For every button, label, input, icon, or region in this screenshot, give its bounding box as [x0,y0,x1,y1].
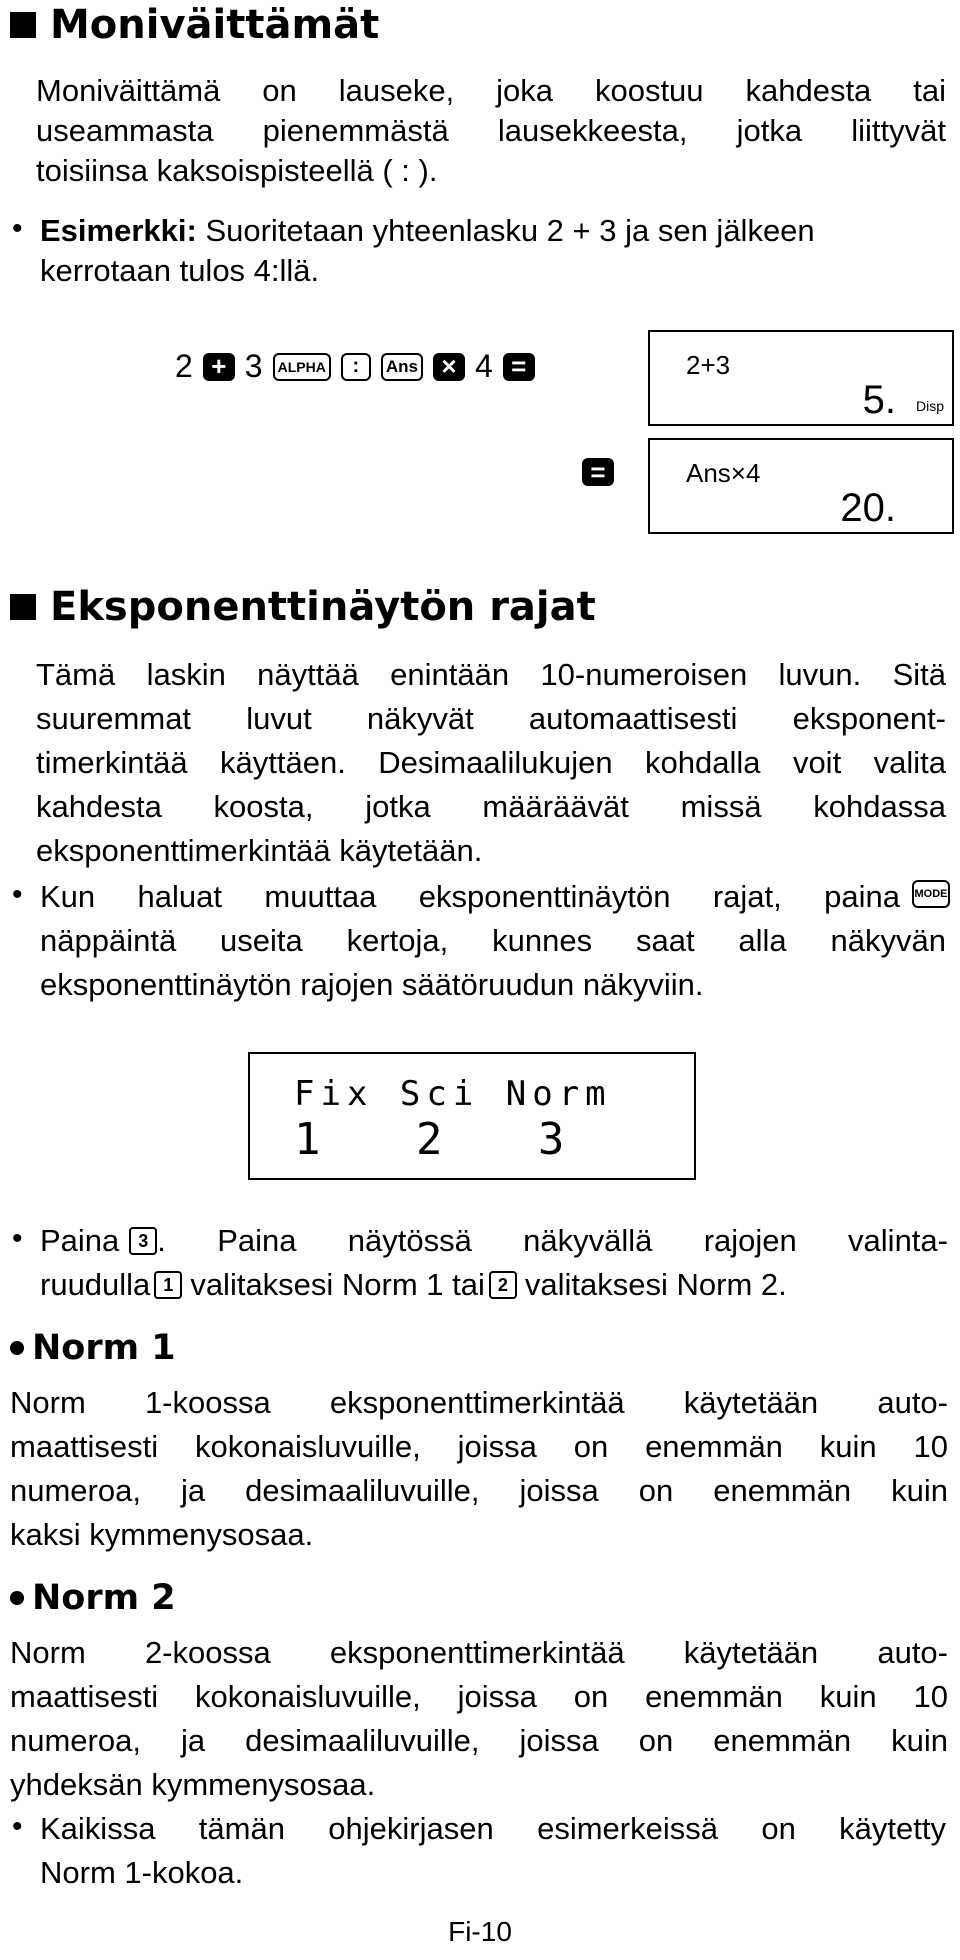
bullet-icon: • [12,1222,23,1255]
display-result: 5. [862,378,896,422]
bullet-text: ruudulla [40,1267,151,1302]
bullet-line: eksponenttinäytön rajojen säätöruudun näkyviin. [40,967,704,1002]
heading-multi-statements [10,0,379,50]
digit-3: 3 [244,348,263,384]
paragraph-line: kahdesta koosta, jotka määräävät missä kohdassa [36,789,946,824]
bullet-line: näppäintä useita kertoja, kunnes saat alla näkyvän [40,923,946,958]
dot-bullet-icon [10,1341,24,1355]
paragraph-line: numeroa, ja desimaaliluvuille, joissa on enemmän kuin [10,1723,948,1758]
display-result: 20. [840,486,896,530]
paragraph-line: maattisesti kokonaisluvuille, joissa on enemmän kuin 10 [10,1679,948,1714]
plus-key: + [203,353,235,381]
paragraph-line: toisiinsa kaksoispisteellä ( : ). [36,153,438,188]
paragraph-line: Tämä laskin näyttää enintään 10-numeroisen luvun. Sitä [36,657,946,692]
key-1: 1 [154,1271,182,1299]
colon-key: : [341,353,371,381]
example-line-2: kerrotaan tulos 4:llä. [40,253,320,288]
digit-2: 2 [175,348,193,384]
disp-indicator: Disp [915,398,944,414]
bullet-line-2 [40,1266,787,1304]
norm-selection-display [248,1052,696,1180]
lcd-row-1: Fix Sci Norm [294,1074,612,1114]
digit-4: 4 [474,348,493,384]
key-3: 3 [129,1227,157,1255]
ans-key: Ans [381,353,423,381]
bullet-line: Norm 1-kokoa. [40,1855,244,1890]
heading-text: Moniväittämät [50,2,380,48]
key-sequence [175,348,535,385]
paragraph-line: Moniväittämä on lauseke, joka koostuu kahdesta tai [36,73,946,108]
dot-bullet-icon [10,1591,24,1605]
mode-key: MODE [912,880,950,908]
paragraph-line: suuremmat luvut näkyvät automaattisesti eksponent- [36,701,946,736]
example-text: Suoritetaan yhteenlasku 2 + 3 ja sen jälkeen [196,213,815,248]
bullet-icon: • [12,212,23,245]
equals-key: = [503,353,535,381]
heading-norm-2 [10,1576,176,1620]
square-bullet-icon [10,594,36,620]
square-bullet-icon [10,12,36,38]
paragraph-line: timerkintää käyttäen. Desimaalilukujen kohdalla voit valita [36,745,946,780]
display-input: Ans×4 [686,458,761,488]
paragraph-line: Norm 1-koossa eksponenttimerkintää käytetään auto- [10,1385,948,1420]
bullet-line: Kaikissa tämän ohjekirjasen esimerkeissä on käytetty [40,1811,946,1846]
calculator-display-2 [648,438,954,534]
paragraph-line: numeroa, ja desimaaliluvuille, joissa on enemmän kuin [10,1473,948,1508]
equals-key-2: = [582,458,614,486]
paragraph-line: kaksi kymmenysosaa. [10,1517,314,1552]
heading-exponent-limits [10,582,596,632]
paragraph-line: yhdeksän kymmenysosaa. [10,1767,376,1802]
bullet-text: . Paina näytössä näkyvällä rajojen valinta- [157,1223,948,1258]
bullet-line: Kun haluat muuttaa eksponenttinäytön rajat, paina [40,879,900,914]
bullet-icon: • [12,1810,23,1843]
calculator-display-1 [648,330,954,426]
paragraph-line: useammasta pienemmästä lausekkeesta, jotka liittyvät [36,113,946,148]
display-input: 2+3 [686,350,731,380]
paragraph-line: eksponenttimerkintää käytetään. [36,833,483,868]
lcd-row-2: 1 2 3 [294,1114,569,1165]
paragraph-line: maattisesti kokonaisluvuille, joissa on enemmän kuin 10 [10,1429,948,1464]
page-number: Fi-10 [448,1916,512,1947]
example-label: Esimerkki: [40,213,197,248]
alpha-key: ALPHA [273,353,331,381]
heading-norm-1 [10,1326,176,1370]
paragraph-line: Norm 2-koossa eksponenttimerkintää käytetään auto- [10,1635,948,1670]
bullet-icon: • [12,878,23,911]
bullet-text: valitaksesi Norm 2. [524,1267,787,1302]
heading-text: Norm 1 [32,1328,176,1368]
bullet-line [40,1222,948,1260]
times-key: × [433,353,465,381]
example-line [40,212,815,250]
heading-text: Norm 2 [32,1578,176,1618]
heading-text: Eksponenttinäytön rajat [50,584,596,630]
key-2: 2 [489,1271,517,1299]
bullet-text: Paina [40,1223,120,1258]
bullet-text: valitaksesi Norm 1 tai [190,1267,485,1302]
